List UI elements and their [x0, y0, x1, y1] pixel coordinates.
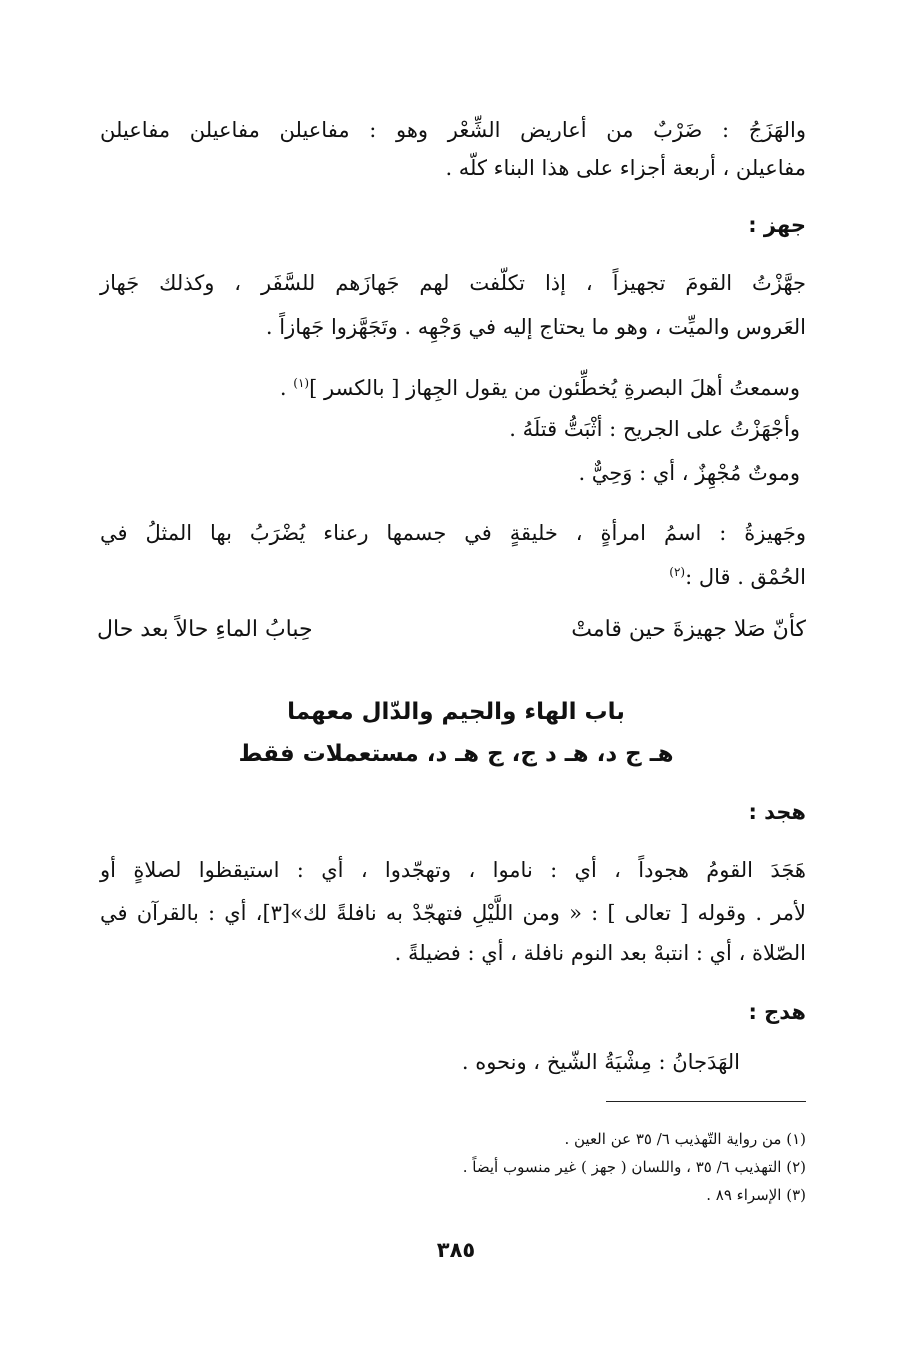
hajada-line-3: الصّلاة ، أي : انتبهْ بعد النوم نافلة ، أي : فضيلةً .: [394, 941, 806, 965]
basra-text: وسمعتُ أهلَ البصرةِ يُخطِّئون من يقول الجِهاز [ بالكسر ]: [309, 376, 800, 400]
footnote-1: (١) من رواية التّهذيب ٦/ ٣٥ عن العين .: [564, 1130, 806, 1148]
hazaj-line-1: والهَزَجُ : ضَرْبٌ من أعاريض الشِّعْر وهو : مفاعيلن مفاعيلن مفاعيلن: [100, 118, 806, 142]
footnote-3: (٣) الإسراء ٨٩ .: [706, 1186, 806, 1204]
jarih-line: وأجْهَزْتُ على الجريح : أثْبَتُّ قتلَهُ .: [509, 417, 800, 441]
footnote-ref-1: (١): [293, 376, 310, 390]
footnote-ref-3: [٣]: [262, 901, 291, 925]
footnote-2: (٢) التهذيب ٦/ ٣٥ ، واللسان ( جهز ) غير منسوب أيضاً .: [462, 1158, 806, 1176]
hadajan-line-1: الهَدَجانُ : مِشْيَةُ الشّيخ ، ونحوه .: [461, 1050, 740, 1074]
verse-hemistich-1: كأنّ صَلا جهيزةَ حين قامتْ: [571, 617, 806, 642]
jahhaz-line-1: جهَّزْتُ القومَ تجهيزاً ، إذا تكلّفت لهم جَهازَهم للسَّفَر ، وكذلك جَهاز: [100, 271, 806, 295]
juhayza-line-1: وجَهيزةُ : اسمُ امرأةٍ ، خليقةٍ في جسمها رعناء يُضْرَبُ بها المثلُ في: [100, 521, 806, 545]
root-heading-hdj: هدج :: [748, 1000, 806, 1024]
basra-end: .: [279, 376, 287, 400]
juhayza-line-2: [669, 557, 806, 592]
hajada-line-1: هَجَدَ القومُ هجوداً ، أي : ناموا ، وتهجّدوا ، أي : استيقظوا لصلاةٍ أو: [100, 858, 806, 882]
chapter-subtitle: هـ ج د، هـ د ج، ج هـ د، مستعملات فقط: [238, 741, 674, 767]
footnote-ref-2: (٢): [669, 565, 686, 579]
page-number: ٣٨٥: [436, 1238, 476, 1262]
chapter-title: باب الهاء والجيم والدّال معهما: [287, 699, 625, 725]
hajada-line-2-a: لأمر . وقوله [ تعالى ] : « ومن اللَّيْلِ فتهجّدْ به نافلةً لك»: [290, 901, 806, 925]
hajada-line-2-b: ، أي : بالقرآن في: [100, 901, 263, 925]
juhayza-line-2-text: الحُمْق . قال :: [685, 565, 806, 589]
verse-hemistich-2: حِبابُ الماءِ حالاً بعد حال: [97, 617, 313, 642]
footnote-divider: [606, 1101, 806, 1102]
mawt-line: وموتٌ مُجْهِزٌ ، أي : وَحِيٌّ .: [578, 461, 800, 485]
basra-line: [280, 368, 800, 403]
root-heading-hjd: هجد :: [748, 800, 806, 824]
hazaj-line-2: مفاعيلن ، أربعة أجزاء على هذا البناء كلّه .: [445, 156, 806, 180]
hajada-line-2: [100, 898, 806, 928]
root-heading-jhz: جهز :: [748, 213, 806, 237]
jahhaz-line-2: العَروس والميِّت ، وهو ما يحتاج إليه في وَجْهِه . وتَجَهَّزوا جَهازاً .: [265, 315, 806, 339]
